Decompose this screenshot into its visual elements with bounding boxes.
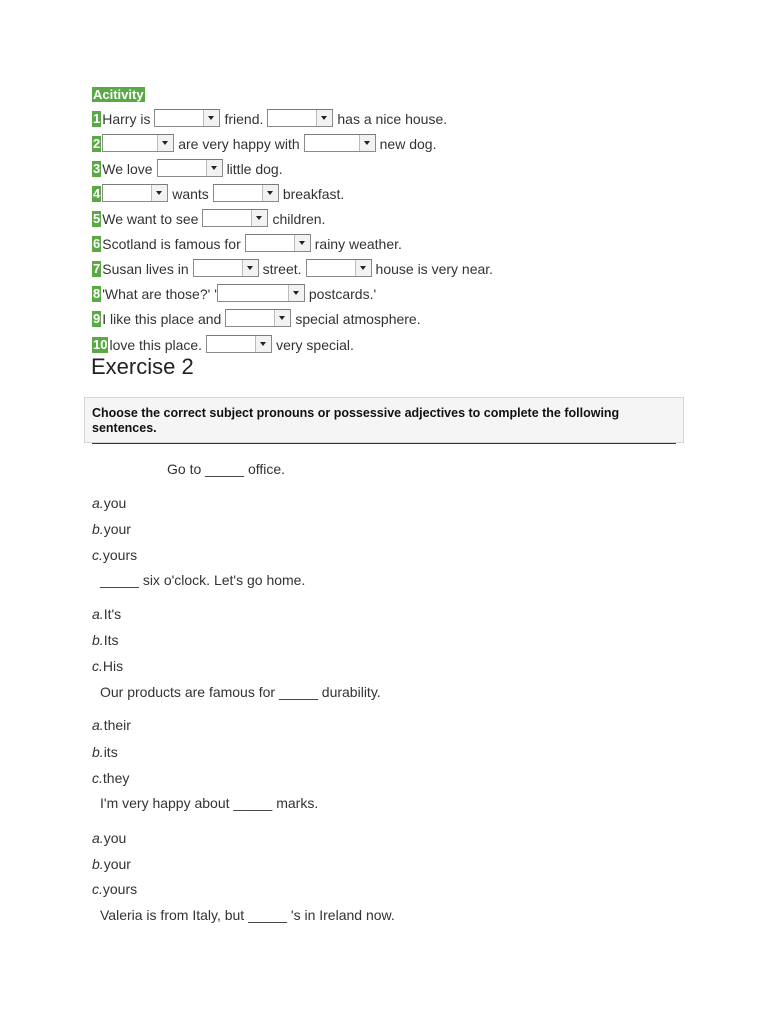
option-letter: a. — [92, 717, 104, 733]
answer-option[interactable] — [92, 717, 131, 733]
answer-option[interactable] — [92, 770, 129, 786]
sentence-text: I like this place and — [102, 311, 222, 327]
answer-dropdown[interactable] — [157, 159, 223, 177]
answer-dropdown[interactable] — [306, 259, 372, 277]
question-text: Our products are famous for _____ durability. — [100, 684, 381, 700]
activity-line-6 — [92, 233, 402, 255]
chevron-down-icon — [203, 110, 219, 126]
item-number: 6 — [93, 236, 101, 251]
activity-line-7 — [92, 258, 493, 280]
sentence-text: Susan lives in — [102, 261, 189, 277]
option-letter: b. — [92, 744, 104, 760]
sentence-text: love this place. — [109, 337, 203, 353]
option-letter: c. — [92, 881, 103, 897]
chevron-down-icon — [251, 210, 267, 226]
option-letter: c. — [92, 658, 103, 674]
instructions-box — [84, 397, 684, 443]
answer-option[interactable] — [92, 830, 126, 846]
option-text: yours — [102, 881, 138, 897]
option-text: they — [102, 770, 130, 786]
answer-option[interactable] — [92, 521, 131, 537]
option-text: its — [103, 744, 118, 760]
answer-option[interactable] — [92, 606, 121, 622]
item-number: 3 — [93, 161, 101, 176]
option-text: your — [103, 856, 131, 872]
activity-line-10 — [92, 334, 354, 356]
sentence-text: breakfast. — [282, 186, 345, 202]
option-text: His — [102, 658, 124, 674]
sentence-text: children. — [272, 211, 326, 227]
chevron-down-icon — [316, 110, 332, 126]
answer-option[interactable] — [92, 856, 131, 872]
chevron-down-icon — [359, 135, 375, 151]
sentence-text: rainy weather. — [314, 236, 402, 252]
answer-option[interactable] — [92, 632, 118, 648]
sentence-text: house is very near. — [375, 261, 494, 277]
sentence-text: street. — [262, 261, 302, 277]
answer-dropdown[interactable] — [217, 284, 305, 302]
sentence-text: special atmosphere. — [295, 311, 421, 327]
sentence-text: friend. — [224, 111, 264, 127]
option-letter: a. — [92, 606, 104, 622]
option-text: your — [103, 521, 131, 537]
chevron-down-icon — [151, 185, 167, 201]
item-number: 5 — [93, 211, 101, 226]
question-text: Valeria is from Italy, but _____ 's in Ireland now. — [100, 907, 395, 923]
sentence-text: wants — [172, 186, 209, 202]
sentence-text: We love — [102, 161, 153, 177]
answer-option[interactable] — [92, 495, 126, 511]
sentence-text: Harry is — [102, 111, 151, 127]
answer-dropdown[interactable] — [245, 234, 311, 252]
option-letter: c. — [92, 770, 103, 786]
chevron-down-icon — [242, 260, 258, 276]
option-letter: b. — [92, 632, 104, 648]
option-text: you — [103, 830, 127, 846]
answer-option[interactable] — [92, 658, 123, 674]
answer-dropdown[interactable] — [193, 259, 259, 277]
item-number: 1 — [93, 111, 101, 126]
sentence-text: postcards.' — [308, 286, 377, 302]
answer-dropdown[interactable] — [225, 309, 291, 327]
answer-dropdown[interactable] — [213, 184, 279, 202]
answer-dropdown[interactable] — [154, 109, 220, 127]
activity-line-5 — [92, 208, 325, 230]
answer-option[interactable] — [92, 744, 118, 760]
sentence-text: Scotland is famous for — [102, 236, 241, 252]
option-letter: a. — [92, 495, 104, 511]
activity-line-8 — [92, 283, 376, 305]
sentence-text: has a nice house. — [337, 111, 448, 127]
option-letter: b. — [92, 521, 104, 537]
sentence-text: are very happy with — [178, 136, 300, 152]
option-text: you — [103, 495, 127, 511]
sentence-text: 'What are those?' ' — [102, 286, 217, 302]
question-text: _____ six o'clock. Let's go home. — [100, 572, 306, 588]
option-letter: b. — [92, 856, 104, 872]
chevron-down-icon — [294, 235, 310, 251]
answer-dropdown[interactable] — [304, 134, 376, 152]
chevron-down-icon — [157, 135, 173, 151]
chevron-down-icon — [255, 336, 271, 352]
item-number: 9 — [93, 311, 101, 326]
sentence-text: We want to see — [102, 211, 199, 227]
item-number: 4 — [93, 186, 101, 201]
instructions-text: Choose the correct subject pronouns or possessive adjectives to complete the following sentences. — [92, 406, 620, 435]
activity-line-2 — [92, 133, 436, 155]
question-text: Go to _____ office. — [167, 461, 286, 477]
divider — [92, 443, 676, 444]
chevron-down-icon — [288, 285, 304, 301]
activity-line-1 — [92, 108, 447, 130]
answer-dropdown[interactable] — [102, 134, 174, 152]
item-number: 7 — [93, 261, 101, 276]
answer-dropdown[interactable] — [102, 184, 168, 202]
item-number: 10 — [93, 337, 108, 352]
activity-line-4 — [92, 183, 344, 205]
sentence-text: very special. — [276, 337, 354, 353]
chevron-down-icon — [274, 310, 290, 326]
chevron-down-icon — [262, 185, 278, 201]
option-letter: a. — [92, 830, 104, 846]
activity-line-3 — [92, 158, 283, 180]
sentence-text: new dog. — [379, 136, 437, 152]
exercise-title: Exercise 2 — [91, 354, 194, 379]
chevron-down-icon — [355, 260, 371, 276]
sentence-text: little dog. — [226, 161, 283, 177]
activity-line-9 — [92, 308, 421, 330]
answer-option[interactable] — [92, 547, 137, 563]
option-letter: c. — [92, 547, 103, 563]
answer-option[interactable] — [92, 881, 137, 897]
item-number: 2 — [93, 136, 101, 151]
option-text: their — [103, 717, 131, 733]
answer-dropdown[interactable] — [267, 109, 333, 127]
option-text: It's — [103, 606, 122, 622]
activity-title: Acitivity — [93, 87, 144, 102]
option-text: yours — [102, 547, 138, 563]
option-text: Its — [103, 632, 119, 648]
answer-dropdown[interactable] — [206, 335, 272, 353]
question-text: I'm very happy about _____ marks. — [100, 795, 319, 811]
chevron-down-icon — [206, 160, 222, 176]
item-number: 8 — [93, 286, 101, 301]
answer-dropdown[interactable] — [202, 209, 268, 227]
